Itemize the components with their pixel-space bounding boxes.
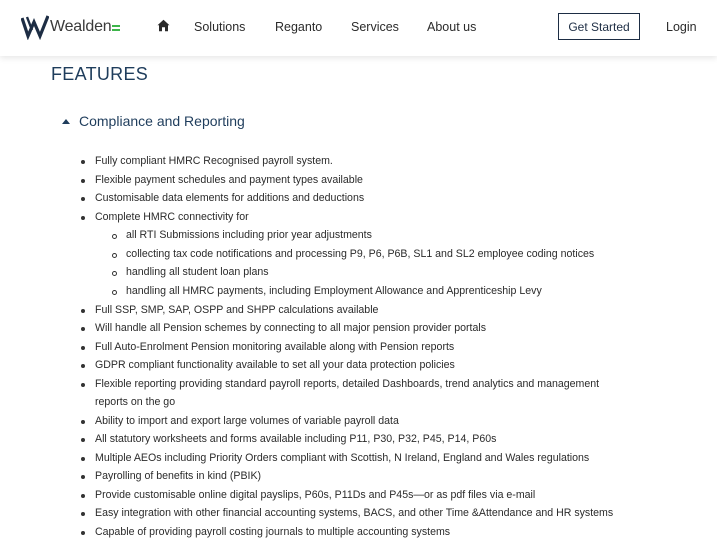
bullet-icon — [81, 512, 85, 516]
logo-text: Wealden — [50, 18, 112, 35]
list-item: Flexible reporting providing standard payroll reports, detailed Dashboards, trend analytics and management — [95, 378, 600, 390]
bullet-icon — [81, 327, 85, 331]
page-title: FEATURES — [51, 64, 149, 84]
list-item: Fully compliant HMRC Recognised payroll system. — [95, 155, 333, 167]
bullet-icon — [81, 438, 85, 442]
list-item: GDPR compliant functionality available to set all your data protection policies — [95, 359, 455, 371]
list-item: Customisable data elements for additions and deductions — [95, 192, 365, 204]
list-item: Full SSP, SMP, SAP, OSPP and SHPP calculations available — [95, 304, 379, 316]
list-item: Complete HMRC connectivity for — [95, 211, 249, 223]
bullet-icon — [81, 216, 85, 220]
nav-reganto[interactable]: Reganto — [275, 20, 323, 34]
nav-about-us[interactable]: About us — [427, 20, 477, 34]
list-item: Ability to import and export large volumes of variable payroll data — [95, 415, 399, 427]
nav-services[interactable]: Services — [351, 20, 399, 34]
list-item: Flexible payment schedules and payment types available — [95, 174, 363, 186]
bullet-icon — [81, 364, 85, 368]
bullet-icon — [81, 420, 85, 424]
sub-bullet-icon — [112, 253, 117, 258]
list-item: Provide customisable online digital payslips, P60s, P11Ds and P45s—or as pdf files via e-mail — [95, 489, 536, 501]
section-title: Compliance and Reporting — [79, 113, 245, 129]
bullet-icon — [81, 383, 85, 387]
list-item: All statutory worksheets and forms available including P11, P30, P32, P45, P14, P60s — [95, 433, 497, 445]
sub-list-item: handling all student loan plans — [126, 266, 269, 278]
sub-list-item: collecting tax code notifications and processing P9, P6, P6B, SL1 and SL2 employee coding notices — [126, 248, 595, 260]
sub-bullet-icon — [112, 234, 117, 239]
bullet-icon — [81, 346, 85, 350]
sub-bullet-icon — [112, 290, 117, 295]
bullet-icon — [81, 457, 85, 461]
get-started-button[interactable]: Get Started — [558, 13, 640, 40]
login-link[interactable]: Login — [666, 20, 697, 34]
bullet-icon — [81, 531, 85, 535]
sub-list-item: handling all HMRC payments, including Employment Allowance and Apprenticeship Levy — [126, 285, 542, 297]
sub-list-item: all RTI Submissions including prior year adjustments — [126, 229, 372, 241]
list-item: Capable of providing payroll costing journals to multiple accounting systems — [95, 526, 451, 538]
site-header — [0, 0, 717, 56]
bullet-icon — [81, 179, 85, 183]
list-item: Easy integration with other financial accounting systems, BACS, and other Time &Attendance and HR systems — [95, 507, 614, 519]
list-item: Will handle all Pension schemes by connecting to all major pension provider portals — [95, 322, 486, 334]
list-item-continuation: reports on the go — [95, 396, 176, 408]
bullet-icon — [81, 160, 85, 164]
bullet-icon — [81, 475, 85, 479]
bullet-icon — [81, 197, 85, 201]
list-item: Full Auto-Enrolment Pension monitoring available along with Pension reports — [95, 341, 455, 353]
list-item: Multiple AEOs including Priority Orders compliant with Scottish, N Ireland, England and Wales regulations — [95, 452, 590, 464]
bullet-icon — [81, 494, 85, 498]
sub-bullet-icon — [112, 271, 117, 276]
bullet-icon — [81, 309, 85, 313]
nav-solutions[interactable]: Solutions — [194, 20, 246, 34]
list-item: Payrolling of benefits in kind (PBIK) — [95, 470, 262, 482]
